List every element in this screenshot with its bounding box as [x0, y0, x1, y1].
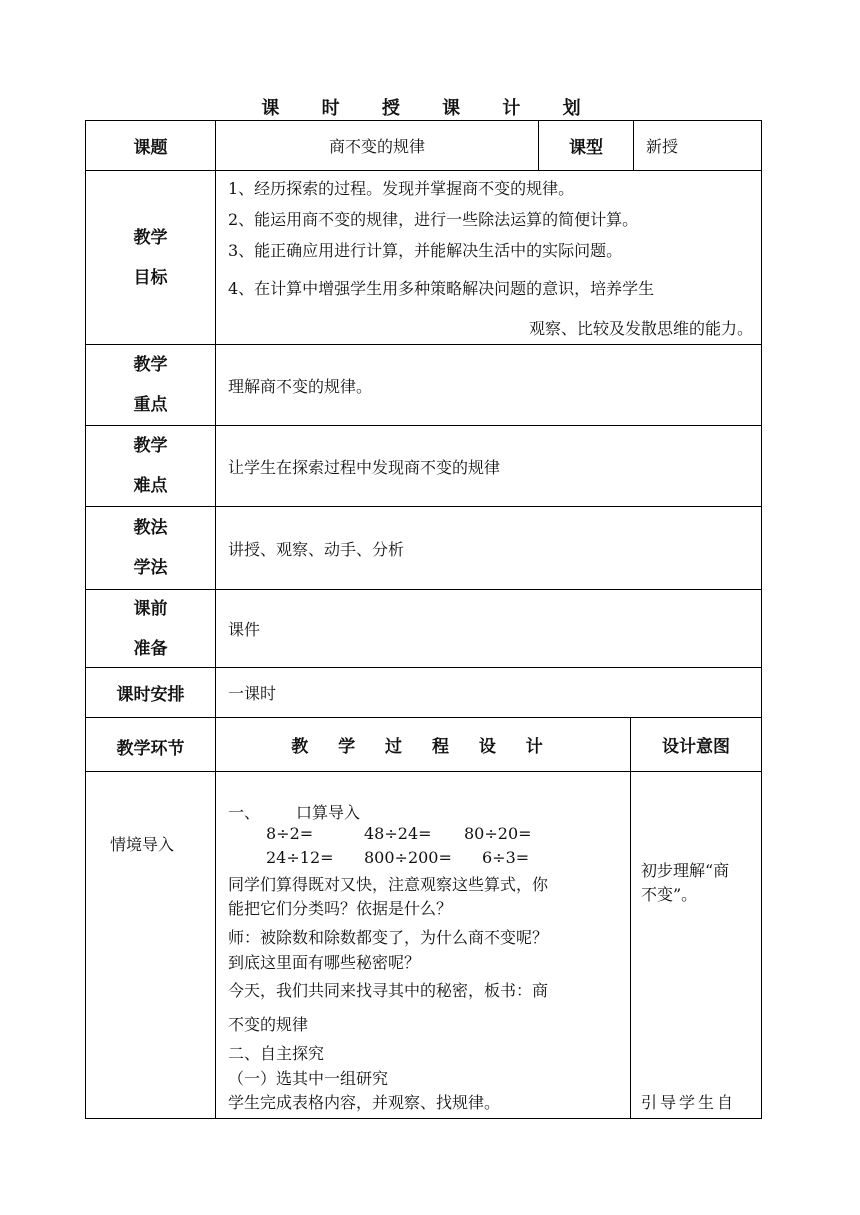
- method-label-cell: [85, 506, 216, 590]
- intent-header-cell: [630, 717, 762, 772]
- subsection-title: （一）选其中一组研究: [228, 1069, 389, 1088]
- calc-item: 48÷24=: [364, 824, 432, 843]
- diff-label-2: 难点: [133, 476, 168, 496]
- calc-item: 800÷200=: [364, 848, 452, 867]
- page-title: 课 时 授 课 计 划: [261, 98, 599, 119]
- section1-title: 口算导入: [296, 803, 361, 822]
- prep-label-1: 课前: [133, 598, 168, 619]
- intent-line: 引导学生自: [641, 1093, 737, 1112]
- topic-label-cell: [85, 120, 216, 171]
- goal-item: 观察、比较及发散思维的能力。: [528, 319, 753, 338]
- process-line: 师：被除数和除数都变了，为什么商不变呢？: [228, 928, 549, 947]
- schedule-label: 课时安排: [116, 685, 185, 705]
- process-line: 今天，我们共同来找寻其中的秘密，板书：商: [228, 981, 549, 1000]
- goals-label-2: 目标: [133, 267, 168, 288]
- type-label: 课型: [569, 138, 603, 158]
- intent-line: 初步理解“商: [641, 861, 730, 880]
- method-value-cell: [215, 506, 762, 590]
- intent-header: 设计意图: [662, 737, 730, 757]
- goals-label-cell: [85, 170, 216, 345]
- goal-item: 3、能正确应用进行计算，并能解决生活中的实际问题。: [228, 241, 623, 260]
- calc-item: 80÷20=: [464, 824, 532, 843]
- diff-label-cell: [85, 425, 216, 507]
- schedule-value: 一课时: [228, 684, 277, 703]
- process-line: 能把它们分类吗？依据是什么？: [228, 899, 453, 918]
- stage-header-cell: [85, 717, 216, 772]
- schedule-value-cell: [215, 667, 762, 718]
- stage-header: 教学环节: [116, 739, 185, 759]
- calc-item: 6÷3=: [482, 848, 530, 867]
- topic-value-cell: [215, 120, 539, 171]
- intent-line: 不变”。: [641, 885, 698, 904]
- schedule-label-cell: [85, 667, 216, 718]
- goal-item: 1、经历探索的过程。发现并掌握商不变的规律。: [228, 179, 575, 198]
- diff-value-cell: [215, 425, 762, 507]
- intent-cell: [630, 771, 762, 1119]
- prep-label-2: 准备: [133, 638, 168, 659]
- key-label-2: 重点: [133, 395, 168, 415]
- stage-name: 情境导入: [110, 835, 175, 854]
- stage-cell: [85, 771, 216, 1119]
- process-line: 同学们算得既对又快，注意观察这些算式，你: [228, 875, 549, 894]
- key-label-cell: [85, 344, 216, 426]
- key-value-cell: [215, 344, 762, 426]
- process-line: 到底这里面有哪些秘密呢？: [228, 953, 421, 972]
- section1-number: 一、: [228, 803, 261, 822]
- prep-label-cell: [85, 589, 216, 668]
- key-label-1: 教学: [133, 355, 168, 375]
- process-line: 不变的规律: [228, 1015, 309, 1034]
- process-cell: [215, 771, 631, 1119]
- method-label-2: 学法: [133, 558, 168, 578]
- calc-item: 24÷12=: [266, 848, 334, 867]
- type-label-cell: [538, 120, 634, 171]
- process-header: 教 学 过 程 设 计: [291, 737, 555, 757]
- prep-value: 课件: [228, 620, 261, 639]
- method-label-1: 教法: [133, 518, 168, 538]
- type-value-cell: [633, 120, 762, 171]
- diff-value: 让学生在探索过程中发现商不变的规律: [228, 457, 501, 477]
- calc-item: 8÷2=: [266, 824, 314, 843]
- goal-item: 4、在计算中增强学生用多种策略解决问题的意识，培养学生: [228, 279, 655, 298]
- goals-cell: [215, 170, 762, 345]
- prep-value-cell: [215, 589, 762, 668]
- key-value: 理解商不变的规律。: [228, 376, 373, 396]
- topic-label: 课题: [133, 138, 168, 158]
- method-value: 讲授、观察、动手、分析: [228, 539, 405, 559]
- goals-label-1: 教学: [133, 227, 168, 248]
- type-value: 新授: [646, 137, 679, 156]
- section2-title: 二、自主探究: [228, 1044, 325, 1063]
- diff-label-1: 教学: [133, 436, 168, 456]
- goal-item: 2、能运用商不变的规律，进行一些除法运算的简便计算。: [228, 210, 639, 229]
- process-header-cell: [215, 717, 631, 772]
- process-line: 学生完成表格内容，并观察、找规律。: [228, 1093, 501, 1112]
- topic-value: 商不变的规律: [328, 137, 425, 156]
